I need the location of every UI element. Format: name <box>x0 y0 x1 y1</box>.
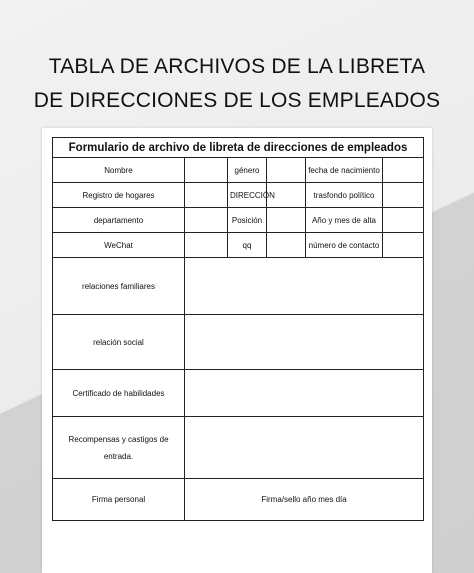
field-political-background[interactable] <box>383 183 424 208</box>
table-row <box>53 258 424 315</box>
field-skill-certificate[interactable] <box>185 370 424 417</box>
form-heading: Formulario de archivo de libreta de direcciones de empleados <box>53 138 424 158</box>
field-household-registry[interactable] <box>185 183 228 208</box>
label-name: Nombre <box>53 158 185 183</box>
label-family-relations: relaciones familiares <box>53 258 185 315</box>
label-rewards-penalties: Recompensas y castigos de entrada. <box>53 417 185 479</box>
field-name[interactable] <box>185 158 228 183</box>
table-row <box>53 479 424 521</box>
label-signature: Firma personal <box>53 479 185 521</box>
label-position: Posición <box>228 208 267 233</box>
label-hire-date: Año y mes de alta <box>306 208 383 233</box>
page-title <box>0 50 474 118</box>
field-rewards-penalties[interactable] <box>185 417 424 479</box>
field-position[interactable] <box>267 208 306 233</box>
field-birth-date[interactable] <box>383 158 424 183</box>
label-contact-number: número de contacto <box>306 233 383 258</box>
table-row <box>53 417 424 479</box>
field-department[interactable] <box>185 208 228 233</box>
field-qq[interactable] <box>267 233 306 258</box>
field-wechat[interactable] <box>185 233 228 258</box>
label-address: DIRECCIÓN <box>228 183 267 208</box>
label-social-relations: relación social <box>53 315 185 370</box>
field-gender[interactable] <box>267 158 306 183</box>
table-row <box>53 233 424 258</box>
page-title-line-1: TABLA DE ARCHIVOS DE LA LIBRETA <box>48 55 426 78</box>
label-household-registry: Registro de hogares <box>53 183 185 208</box>
label-birth-date: fecha de nacimiento <box>306 158 383 183</box>
field-hire-date[interactable] <box>383 208 424 233</box>
label-political-background: trasfondo político <box>306 183 383 208</box>
form-sheet <box>42 128 432 573</box>
label-gender: género <box>228 158 267 183</box>
label-skill-certificate: Certificado de habilidades <box>53 370 185 417</box>
table-row <box>53 183 424 208</box>
page-title-line-2: DE DIRECCIONES DE LOS EMPLEADOS <box>33 89 441 112</box>
label-qq: qq <box>228 233 267 258</box>
field-social-relations[interactable] <box>185 315 424 370</box>
table-row <box>53 370 424 417</box>
table-row <box>53 315 424 370</box>
field-signature-stamp-date[interactable]: Firma/sello año mes día <box>185 479 424 521</box>
table-row <box>53 158 424 183</box>
label-wechat: WeChat <box>53 233 185 258</box>
employee-form-table <box>52 137 424 521</box>
field-family-relations[interactable] <box>185 258 424 315</box>
label-department: departamento <box>53 208 185 233</box>
field-contact-number[interactable] <box>383 233 424 258</box>
table-row <box>53 208 424 233</box>
